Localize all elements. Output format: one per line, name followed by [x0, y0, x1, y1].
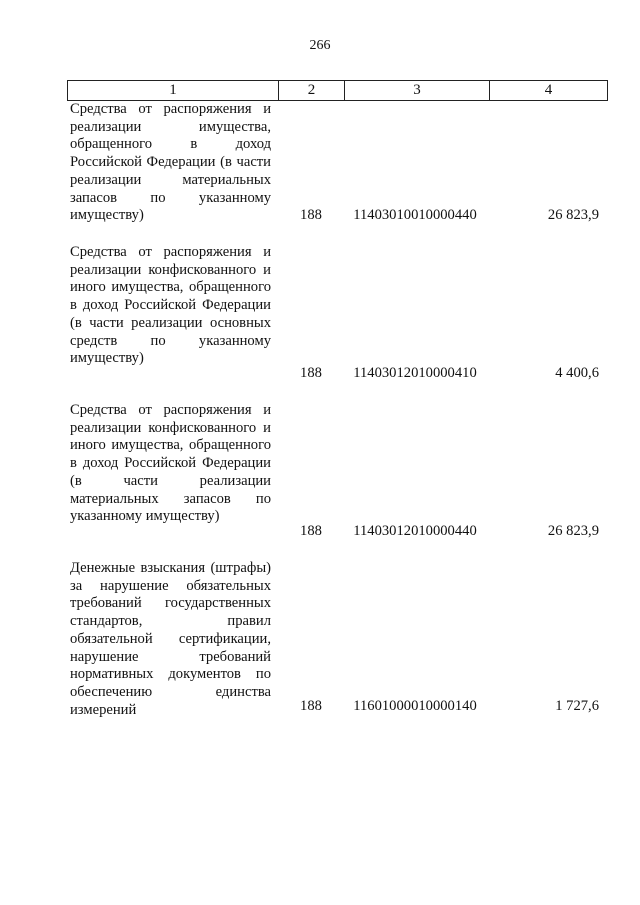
row-description: Денежные взыскания (штрафы) за нарушение обязательных требований государственных стандартов, правил обязательной сертификации, нарушение требований нормативных документов по обеспечению единства измерений: [70, 560, 271, 718]
row-kbk: 11403010010000440: [353, 207, 477, 223]
row-description: Средства от распоряжения и реализации конфискованного и иного имущества, обращенного в доход Российской Федерации (в части реализации основных средств по указанному имуществу): [70, 244, 271, 367]
row-kbk: 11403012010000410: [353, 365, 477, 381]
column-header-1: 1: [68, 81, 279, 101]
row-description: Средства от распоряжения и реализации имущества, обращенного в доход Российской Федерации (в части реализации материальных запасов по указанному имуществу): [70, 101, 271, 224]
page-number: 266: [309, 38, 331, 53]
row-amount: 26 823,9: [547, 207, 599, 223]
row-code: 188: [300, 698, 322, 714]
row-code: 188: [300, 207, 322, 223]
table-header: [67, 80, 608, 101]
row-kbk: 11403012010000440: [353, 523, 477, 539]
row-code: 188: [300, 523, 322, 539]
row-description: Средства от распоряжения и реализации конфискованного и иного имущества, обращенного в доход Российской Федерации (в части реализации материальных запасов по указанному имуществу): [70, 402, 271, 525]
column-header-4: 4: [490, 81, 608, 101]
row-amount: 26 823,9: [547, 523, 599, 539]
column-header-3: 3: [345, 81, 490, 101]
row-amount: 1 727,6: [555, 698, 599, 714]
row-code: 188: [300, 365, 322, 381]
row-amount: 4 400,6: [555, 365, 599, 381]
column-header-2: 2: [279, 81, 345, 101]
row-kbk: 11601000010000140: [353, 698, 477, 714]
